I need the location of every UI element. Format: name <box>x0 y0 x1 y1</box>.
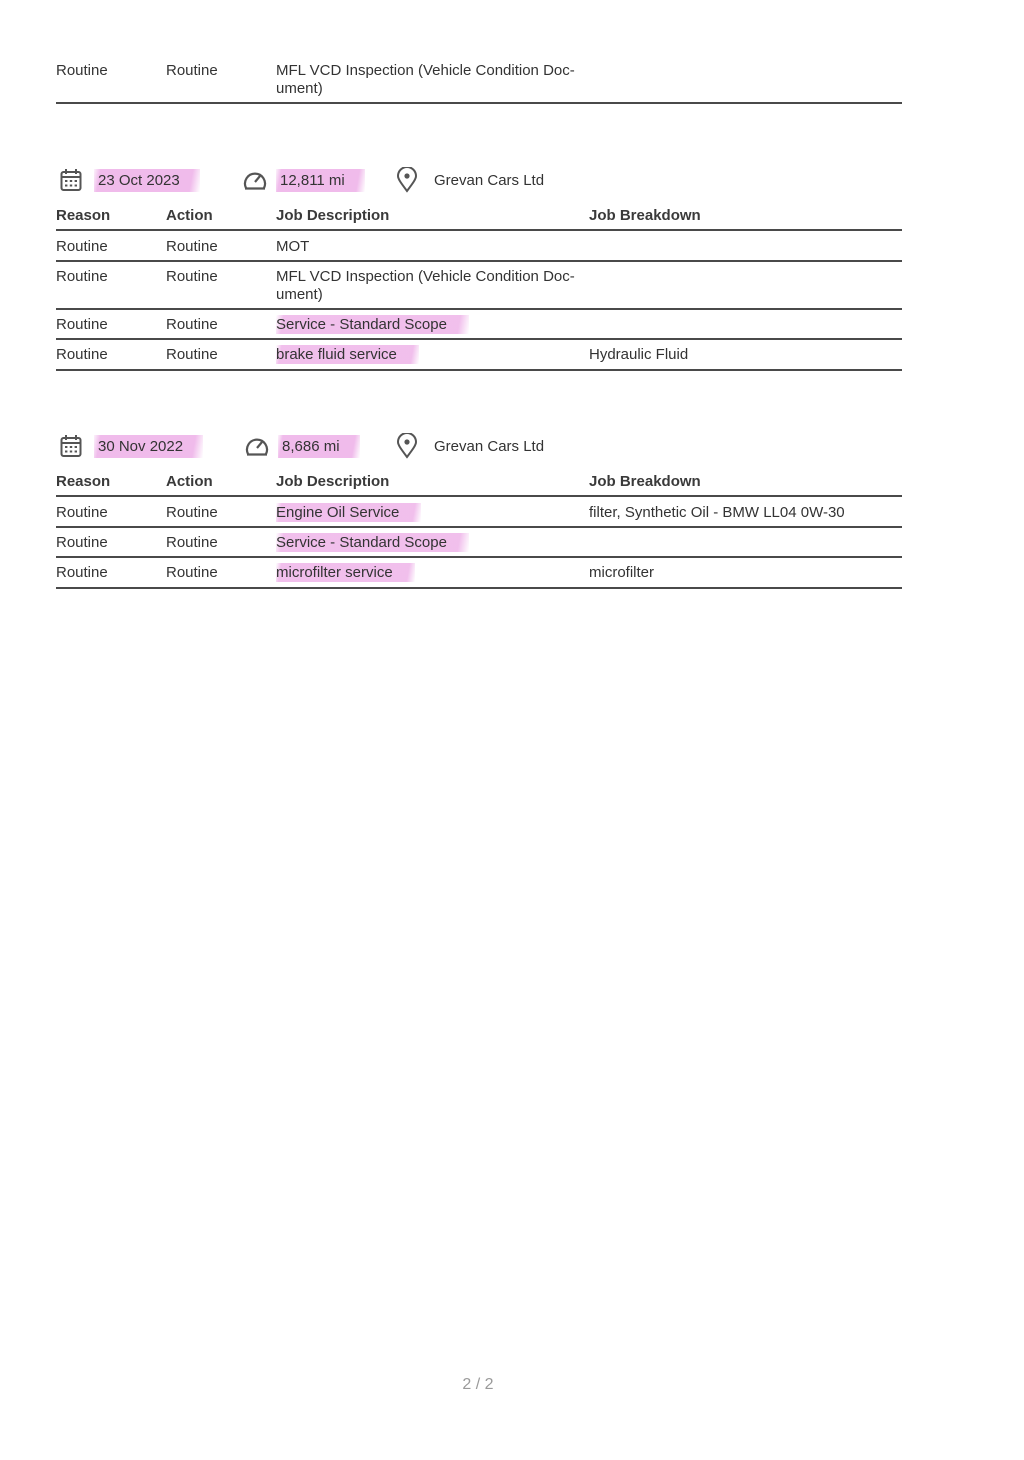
reason-cell: Routine <box>56 316 108 333</box>
action-cell: Routine <box>166 564 218 581</box>
highlighted-description: Service - Standard Scope <box>276 315 469 334</box>
reason-cell: Routine <box>56 504 108 521</box>
highlighted-description: Engine Oil Service <box>276 503 421 522</box>
job-description-cell: MOT <box>276 238 310 255</box>
reason-cell: Routine <box>56 268 108 285</box>
reason-cell: Routine <box>56 238 108 255</box>
table-row <box>56 310 902 340</box>
garage-name: Grevan Cars Ltd <box>434 437 545 455</box>
garage-name: Grevan Cars Ltd <box>434 171 545 189</box>
garage-item <box>396 165 544 195</box>
action-cell: Routine <box>166 316 218 333</box>
location-pin-icon <box>396 167 418 193</box>
date-item <box>60 431 203 461</box>
table-row <box>56 231 902 262</box>
table-row <box>56 60 902 104</box>
header-job-description: Job Description <box>276 207 390 224</box>
location-pin-icon <box>396 433 418 459</box>
job-description-cell <box>276 534 596 552</box>
service-mileage: 8,686 mi <box>278 435 360 458</box>
table-row <box>56 558 902 589</box>
speedometer-icon <box>244 435 270 457</box>
job-description-cell <box>276 346 596 364</box>
job-description-cell <box>276 268 596 304</box>
action-cell: Routine <box>166 268 218 285</box>
service-date: 23 Oct 2023 <box>94 169 200 192</box>
mileage-item <box>242 165 365 195</box>
job-breakdown-cell: microfilter <box>589 564 655 581</box>
page-number: 2 / 2 <box>462 1376 494 1393</box>
job-description-line: MFL VCD Inspection (Vehicle Condition Doc- <box>276 62 575 79</box>
header-job-description: Job Description <box>276 473 390 490</box>
job-description-cell <box>276 62 596 98</box>
speedometer-icon <box>242 169 268 191</box>
header-action: Action <box>166 473 213 490</box>
highlighted-description: brake fluid service <box>276 345 419 364</box>
calendar-icon <box>60 168 82 192</box>
action-cell: Routine <box>166 504 218 521</box>
job-description-cell <box>276 504 596 522</box>
job-breakdown-cell: filter, Synthetic Oil - BMW LL04 0W-30 <box>589 504 845 521</box>
job-description-cell <box>276 316 596 334</box>
header-action: Action <box>166 207 213 224</box>
table-row <box>56 262 902 310</box>
highlighted-description: Service - Standard Scope <box>276 533 469 552</box>
date-item <box>60 165 200 195</box>
header-job-breakdown: Job Breakdown <box>589 207 701 224</box>
action-cell: Routine <box>166 346 218 363</box>
table-header <box>56 471 902 497</box>
header-reason: Reason <box>56 207 111 224</box>
table-row <box>56 497 902 528</box>
table-row <box>56 528 902 558</box>
table-header <box>56 205 902 231</box>
garage-item <box>396 431 544 461</box>
job-description-line: ument) <box>276 80 323 97</box>
job-description-line: ument) <box>276 286 323 303</box>
job-description-cell <box>276 564 596 582</box>
highlighted-description: microfilter service <box>276 563 415 582</box>
reason-cell: Routine <box>56 534 108 551</box>
calendar-icon <box>60 434 82 458</box>
service-entry-meta <box>56 431 902 461</box>
header-reason: Reason <box>56 473 111 490</box>
service-entry-meta <box>56 165 902 195</box>
service-date: 30 Nov 2022 <box>94 435 203 458</box>
table-row <box>56 340 902 371</box>
reason-cell: Routine <box>56 62 108 79</box>
action-cell: Routine <box>166 534 218 551</box>
job-description-line: MFL VCD Inspection (Vehicle Condition Doc- <box>276 268 575 285</box>
header-job-breakdown: Job Breakdown <box>589 473 701 490</box>
reason-cell: Routine <box>56 346 108 363</box>
action-cell: Routine <box>166 62 218 79</box>
service-mileage: 12,811 mi <box>276 169 365 192</box>
job-breakdown-cell: Hydraulic Fluid <box>589 346 689 363</box>
action-cell: Routine <box>166 238 218 255</box>
mileage-item <box>244 431 360 461</box>
reason-cell: Routine <box>56 564 108 581</box>
